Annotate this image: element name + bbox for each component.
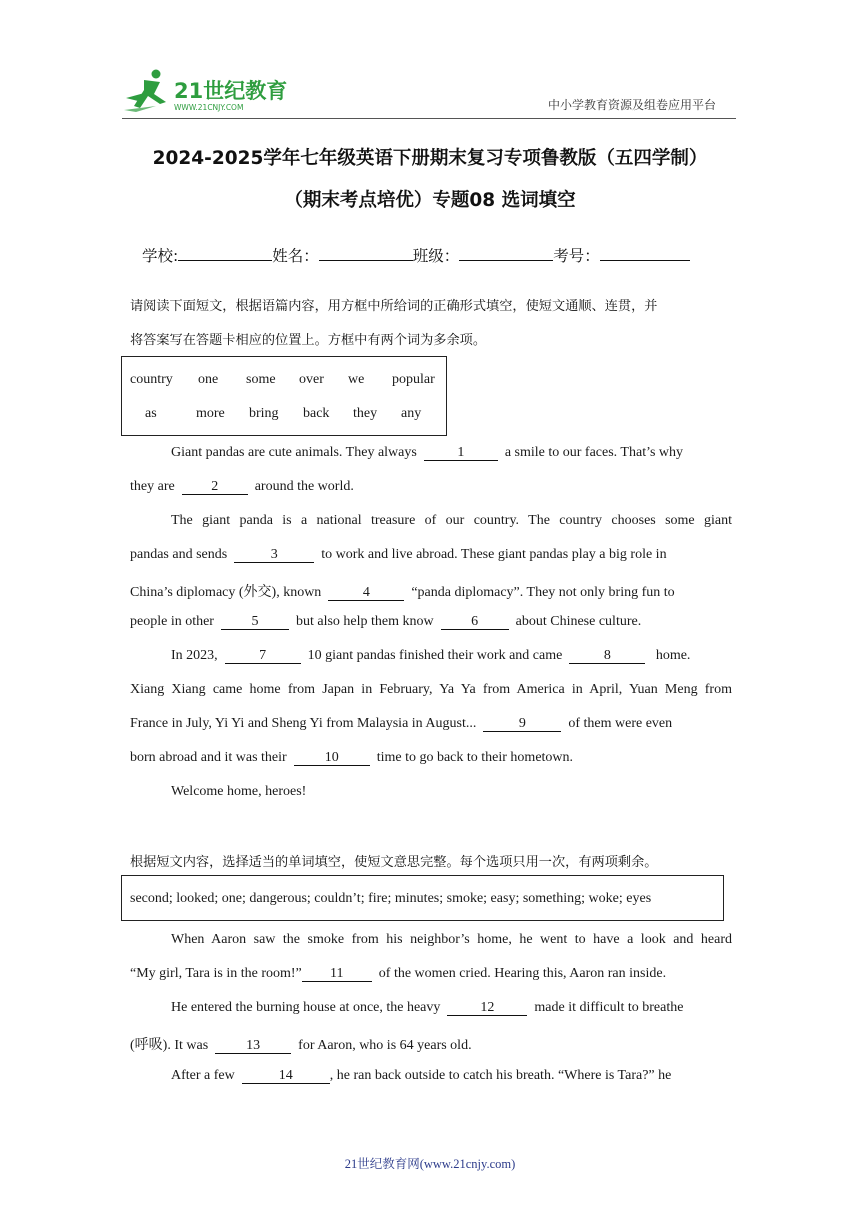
passage-line: He entered the burning house at once, the heavy 12 made it difficult to breathe bbox=[171, 1000, 684, 1015]
school-label: 学校: bbox=[142, 247, 179, 265]
exam-no-label: 考号： bbox=[553, 247, 600, 265]
passage-line: The giant panda is a national treasure of our country. The country chooses some giant bbox=[171, 513, 732, 528]
page-subtitle: （期末考点培优）专题08 选词填空 bbox=[284, 190, 576, 211]
blank-13[interactable]: 13 bbox=[215, 1038, 291, 1054]
word-option: bring bbox=[249, 406, 279, 421]
passage-line: After a few 14 , he ran back outside to catch his breath. “Where is Tara?” he bbox=[171, 1068, 672, 1083]
section1-instruction-1: 请阅读下面短文，根据语篇内容，用方框中所给词的正确形式填空，使短文通顺、连贯，并 bbox=[130, 299, 658, 314]
exam-no-field[interactable] bbox=[600, 244, 690, 261]
blank-12[interactable]: 12 bbox=[447, 1000, 527, 1016]
page-title: 2024-2025学年七年级英语下册期末复习专项鲁教版（五四学制） bbox=[152, 148, 708, 169]
runner-icon bbox=[124, 70, 166, 113]
blank-10[interactable]: 10 bbox=[294, 750, 370, 766]
passage-line: Xiang Xiang came home from Japan in February, Ya Ya from America in April, Yuan Meng from bbox=[130, 682, 732, 697]
section2-instruction: 根据短文内容，选择适当的单词填空，使短文意思完整。每个选项只用一次，有两项剩余。 bbox=[130, 855, 658, 870]
word-box-1 bbox=[121, 356, 447, 436]
class-label: 班级： bbox=[412, 247, 460, 265]
passage-line: Giant pandas are cute animals. They always 1 a smile to our faces. That’s why bbox=[171, 445, 684, 460]
section1-instruction-2: 将答案写在答题卡相应的位置上。方框中有两个词为多余项。 bbox=[130, 333, 487, 348]
word-option: back bbox=[303, 406, 330, 421]
svg-text:WWW.21CNJY.COM: WWW.21CNJY.COM bbox=[174, 103, 244, 112]
site-logo bbox=[122, 68, 292, 116]
passage-line: they are 2 around the world. bbox=[130, 479, 354, 494]
name-field[interactable] bbox=[319, 244, 413, 261]
blank-9[interactable]: 9 bbox=[483, 716, 561, 732]
blank-14[interactable]: 14 bbox=[242, 1068, 330, 1084]
blank-4[interactable]: 4 bbox=[328, 585, 404, 601]
header-divider bbox=[122, 118, 736, 119]
word-option: over bbox=[299, 372, 324, 387]
blank-2[interactable]: 2 bbox=[182, 479, 248, 495]
svg-text:21世纪教育: 21世纪教育 bbox=[174, 79, 288, 103]
word-option: country bbox=[130, 372, 173, 387]
passage-line: born abroad and it was their 10 time to go back to their hometown. bbox=[130, 750, 574, 765]
blank-6[interactable]: 6 bbox=[441, 614, 509, 630]
passage-line: “My girl, Tara is in the room!” 11 of the women cried. Hearing this, Aaron ran inside. bbox=[130, 966, 667, 981]
footer-link[interactable]: 21世纪教育网(www.21cnjy.com) bbox=[344, 1157, 516, 1171]
word-option: one bbox=[198, 372, 219, 387]
passage-line: people in other 5 but also help them know 6 about Chinese culture. bbox=[130, 614, 642, 629]
word-box-2 bbox=[121, 875, 724, 921]
blank-3[interactable]: 3 bbox=[234, 547, 314, 563]
blank-8[interactable]: 8 bbox=[569, 648, 645, 664]
word-options: second; looked; one; dangerous; couldn’t; fire; minutes; smoke; easy; something; woke; eyes bbox=[130, 891, 652, 906]
school-field[interactable] bbox=[178, 244, 272, 261]
platform-label: 中小学教育资源及组卷应用平台 bbox=[548, 98, 717, 112]
blank-1[interactable]: 1 bbox=[424, 445, 498, 461]
word-option: popular bbox=[392, 372, 435, 387]
passage-line: (呼吸). It was 13 for Aaron, who is 64 years old. bbox=[130, 1038, 472, 1053]
word-option: any bbox=[401, 406, 422, 421]
class-field[interactable] bbox=[459, 244, 553, 261]
word-option: more bbox=[196, 406, 225, 421]
word-option: we bbox=[348, 372, 365, 387]
blank-5[interactable]: 5 bbox=[221, 614, 289, 630]
passage-line: Welcome home, heroes! bbox=[171, 784, 307, 799]
word-option: they bbox=[353, 406, 378, 421]
name-label: 姓名： bbox=[272, 247, 319, 265]
passage-line: In 2023, 7 10 giant pandas finished their work and came 8 home. bbox=[171, 648, 691, 663]
student-info-line bbox=[142, 244, 690, 266]
word-option: some bbox=[246, 372, 276, 387]
passage-line: France in July, Yi Yi and Sheng Yi from Malaysia in August... 9 of them were even bbox=[130, 716, 673, 731]
passage-line: pandas and sends 3 to work and live abroad. These giant pandas play a big role in bbox=[130, 547, 667, 562]
word-option: as bbox=[145, 406, 157, 421]
blank-7[interactable]: 7 bbox=[225, 648, 301, 664]
blank-11[interactable]: 11 bbox=[302, 966, 372, 982]
passage-line: When Aaron saw the smoke from his neighbor’s home, he went to have a look and heard bbox=[171, 932, 732, 947]
passage-line: China’s diplomacy (外交), known 4 “panda diplomacy”. They not only bring fun to bbox=[130, 585, 675, 600]
